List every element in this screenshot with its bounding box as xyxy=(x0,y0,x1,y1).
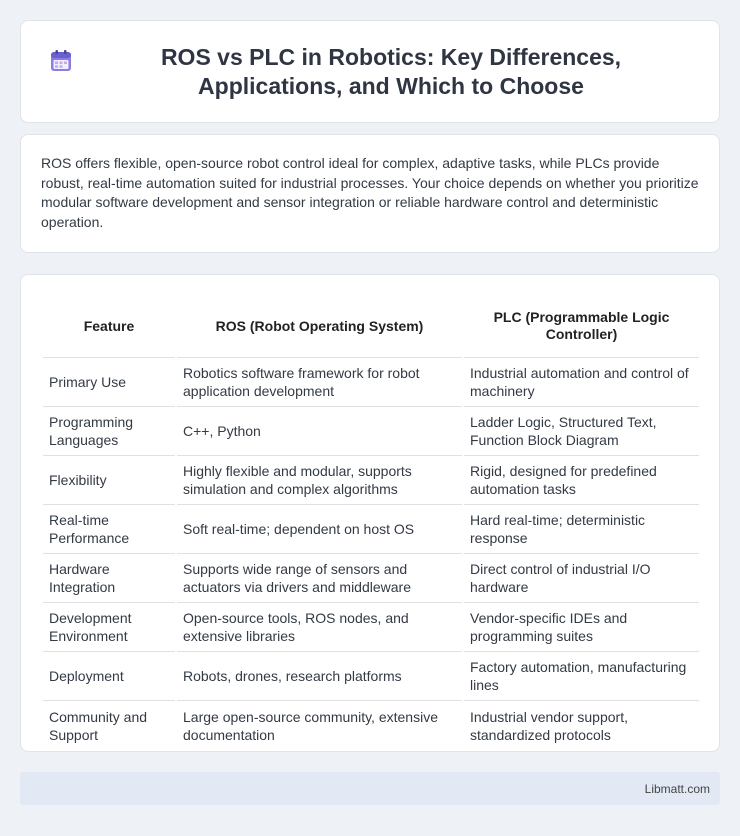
header-feature: Feature xyxy=(43,295,175,358)
summary-text: ROS offers flexible, open-source robot control ideal for complex, adaptive tasks, while PLCs provide robust, real-time automation suited for industrial processes. Your choice depends on whether you prioritize modular software development and sensor integration or reliable hardware control and deterministic operation. xyxy=(41,155,699,230)
page-title: ROS vs PLC in Robotics: Key Differences, Applications, and Which to Choose xyxy=(160,43,622,99)
footer-bar xyxy=(20,772,720,805)
table-row xyxy=(43,456,699,505)
title-card xyxy=(20,20,720,123)
table-row xyxy=(43,603,699,652)
cell-feature: Development Environment xyxy=(43,603,175,652)
comparison-table xyxy=(41,295,701,750)
table-row xyxy=(43,652,699,701)
cell-ros: Large open-source community, extensive documentation xyxy=(183,708,438,743)
cell-ros: Robotics software framework for robot application development xyxy=(177,358,462,407)
cell-feature: Deployment xyxy=(43,652,175,701)
cell-ros: C++, Python xyxy=(177,407,462,456)
cell-ros: Robots, drones, research platforms xyxy=(177,652,462,701)
cell-ros: Highly flexible and modular, supports simulation and complex algorithms xyxy=(177,456,462,505)
table-row xyxy=(43,407,699,456)
table-row xyxy=(43,505,699,554)
cell-feature: Primary Use xyxy=(43,358,175,407)
cell-plc: Industrial automation and control of machinery xyxy=(464,358,699,407)
cell-plc: Direct control of industrial I/O hardware xyxy=(464,554,699,603)
footer-site-link[interactable]: Libmatt.com xyxy=(644,781,710,796)
calendar-icon xyxy=(49,49,73,73)
table-row xyxy=(43,701,699,750)
cell-feature: Real-time Performance xyxy=(43,505,175,554)
summary-card xyxy=(20,134,720,253)
header-ros: ROS (Robot Operating System) xyxy=(177,295,462,358)
table-header-row xyxy=(43,295,699,358)
cell-plc: Industrial vendor support, standardized protocols xyxy=(470,708,628,743)
cell-ros: Supports wide range of sensors and actuators via drivers and middleware xyxy=(177,554,462,603)
cell-plc: Vendor-specific IDEs and programming suites xyxy=(464,603,699,652)
cell-plc: Ladder Logic, Structured Text, Function Block Diagram xyxy=(464,407,699,456)
comparison-table-card xyxy=(20,274,720,752)
cell-ros: Open-source tools, ROS nodes, and extensive libraries xyxy=(177,603,462,652)
cell-plc: Hard real-time; deterministic response xyxy=(464,505,699,554)
table-row xyxy=(43,554,699,603)
cell-plc: Factory automation, manufacturing lines xyxy=(464,652,699,701)
table-row xyxy=(43,358,699,407)
cell-plc: Rigid, designed for predefined automation tasks xyxy=(464,456,699,505)
cell-feature: Community and Support xyxy=(49,708,148,743)
cell-feature: Flexibility xyxy=(43,456,175,505)
title-wrap xyxy=(49,43,691,101)
header-plc: PLC (Programmable Logic Controller) xyxy=(464,295,699,358)
cell-ros: Soft real-time; dependent on host OS xyxy=(177,505,462,554)
cell-feature: Hardware Integration xyxy=(43,554,175,603)
cell-feature: Programming Languages xyxy=(43,407,175,456)
